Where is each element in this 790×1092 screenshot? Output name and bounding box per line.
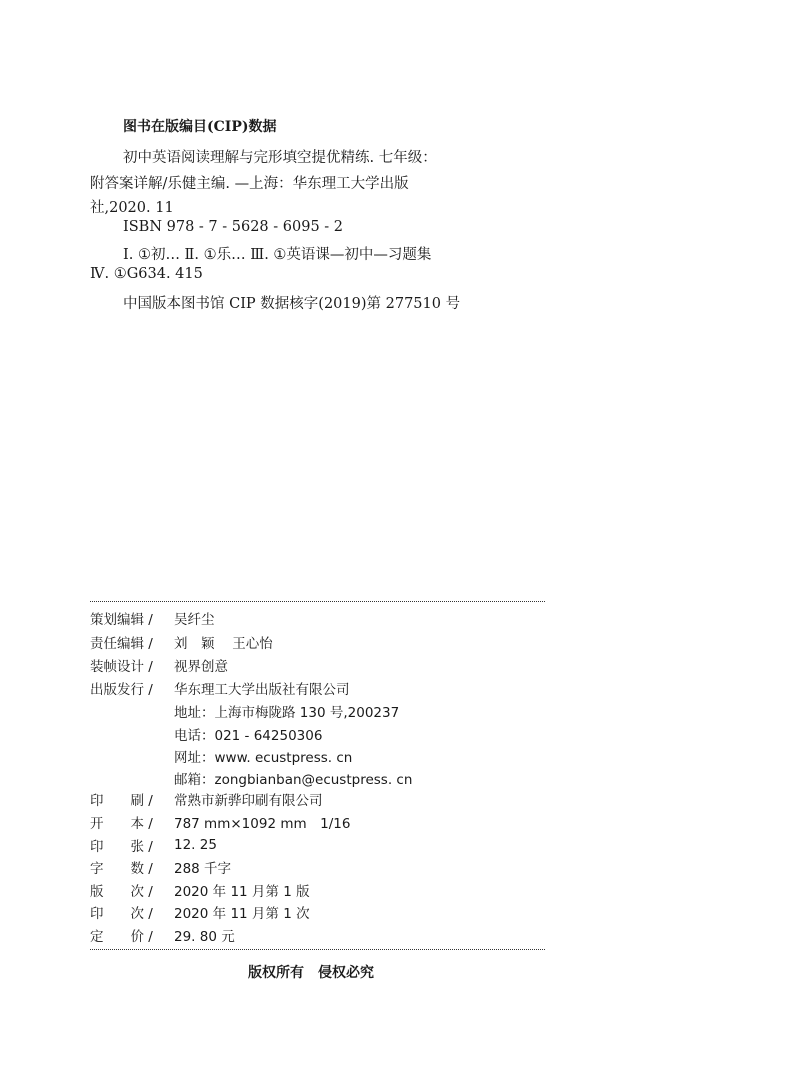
credit-row-publisher — [90, 678, 350, 698]
credit-label: 责任编辑 / — [90, 636, 153, 652]
publisher-email: 邮箱：zongbianban@ecustpress. cn — [174, 772, 413, 788]
cip-isbn: ISBN 978 - 7 - 5628 - 6095 - 2 — [123, 219, 344, 235]
cip-title: 图书在版编目(CIP)数据 — [123, 119, 277, 135]
publisher-address: 地址：上海市梅陇路 130 号,200237 — [174, 705, 400, 721]
spec-row-edition — [90, 880, 310, 900]
spec-value: 常熟市新骅印刷有限公司 — [174, 793, 323, 809]
credit-value: 视界创意 — [174, 659, 228, 675]
bottom-dotted-divider — [90, 949, 545, 950]
cip-record-number: 中国版本图书馆 CIP 数据核字(2019)第 277510 号 — [123, 296, 461, 312]
publisher-website: 网址：www. ecustpress. cn — [174, 750, 353, 766]
credit-label: 出版发行 / — [90, 682, 153, 698]
credit-value: 刘 颖 王心怡 — [174, 636, 273, 652]
spec-value: 29. 80 元 — [174, 929, 235, 945]
spec-row-sheets — [90, 835, 217, 855]
cip-classification-1: Ⅰ. ①初… Ⅱ. ①乐… Ⅲ. ①英语课—初中—习题集 — [123, 247, 432, 263]
cip-line-2: 附答案详解/乐健主编. —上海：华东理工大学出版 — [90, 176, 409, 192]
credit-value: 华东理工大学出版社有限公司 — [174, 682, 350, 698]
top-dotted-divider — [90, 601, 545, 602]
spec-value: 288 千字 — [174, 861, 232, 877]
spec-label: 字 数 / — [90, 861, 153, 877]
cip-line-1: 初中英语阅读理解与完形填空提优精练. 七年级： — [123, 150, 437, 166]
credit-label: 装帧设计 / — [90, 659, 153, 675]
spec-value: 12. 25 — [174, 837, 217, 853]
credit-row-design — [90, 655, 228, 675]
cip-classification-2: Ⅳ. ①G634. 415 — [90, 266, 203, 282]
credit-row-responsible-editor — [90, 632, 273, 652]
spec-label: 印 张 / — [90, 839, 153, 855]
cip-line-3: 社,2020. 11 — [90, 200, 174, 216]
credit-value: 吴纤尘 — [174, 612, 215, 628]
credit-label: 策划编辑 / — [90, 612, 153, 628]
spec-label: 版 次 / — [90, 884, 153, 900]
spec-value: 787 mm×1092 mm 1/16 — [174, 816, 351, 832]
spec-row-price — [90, 925, 235, 945]
spec-value: 2020 年 11 月第 1 次 — [174, 906, 310, 922]
spec-row-format — [90, 812, 350, 832]
publisher-phone: 电话：021 - 64250306 — [174, 728, 323, 744]
spec-label: 印 次 / — [90, 906, 153, 922]
spec-label: 开 本 / — [90, 816, 153, 832]
spec-label: 定 价 / — [90, 929, 153, 945]
spec-row-word-count — [90, 857, 231, 877]
spec-row-printer — [90, 789, 323, 809]
spec-label: 印 刷 / — [90, 793, 153, 809]
copyright-notice: 版权所有 侵权必究 — [248, 965, 374, 981]
credit-row-planning-editor — [90, 608, 215, 628]
spec-row-printing — [90, 902, 310, 922]
spec-value: 2020 年 11 月第 1 版 — [174, 884, 310, 900]
